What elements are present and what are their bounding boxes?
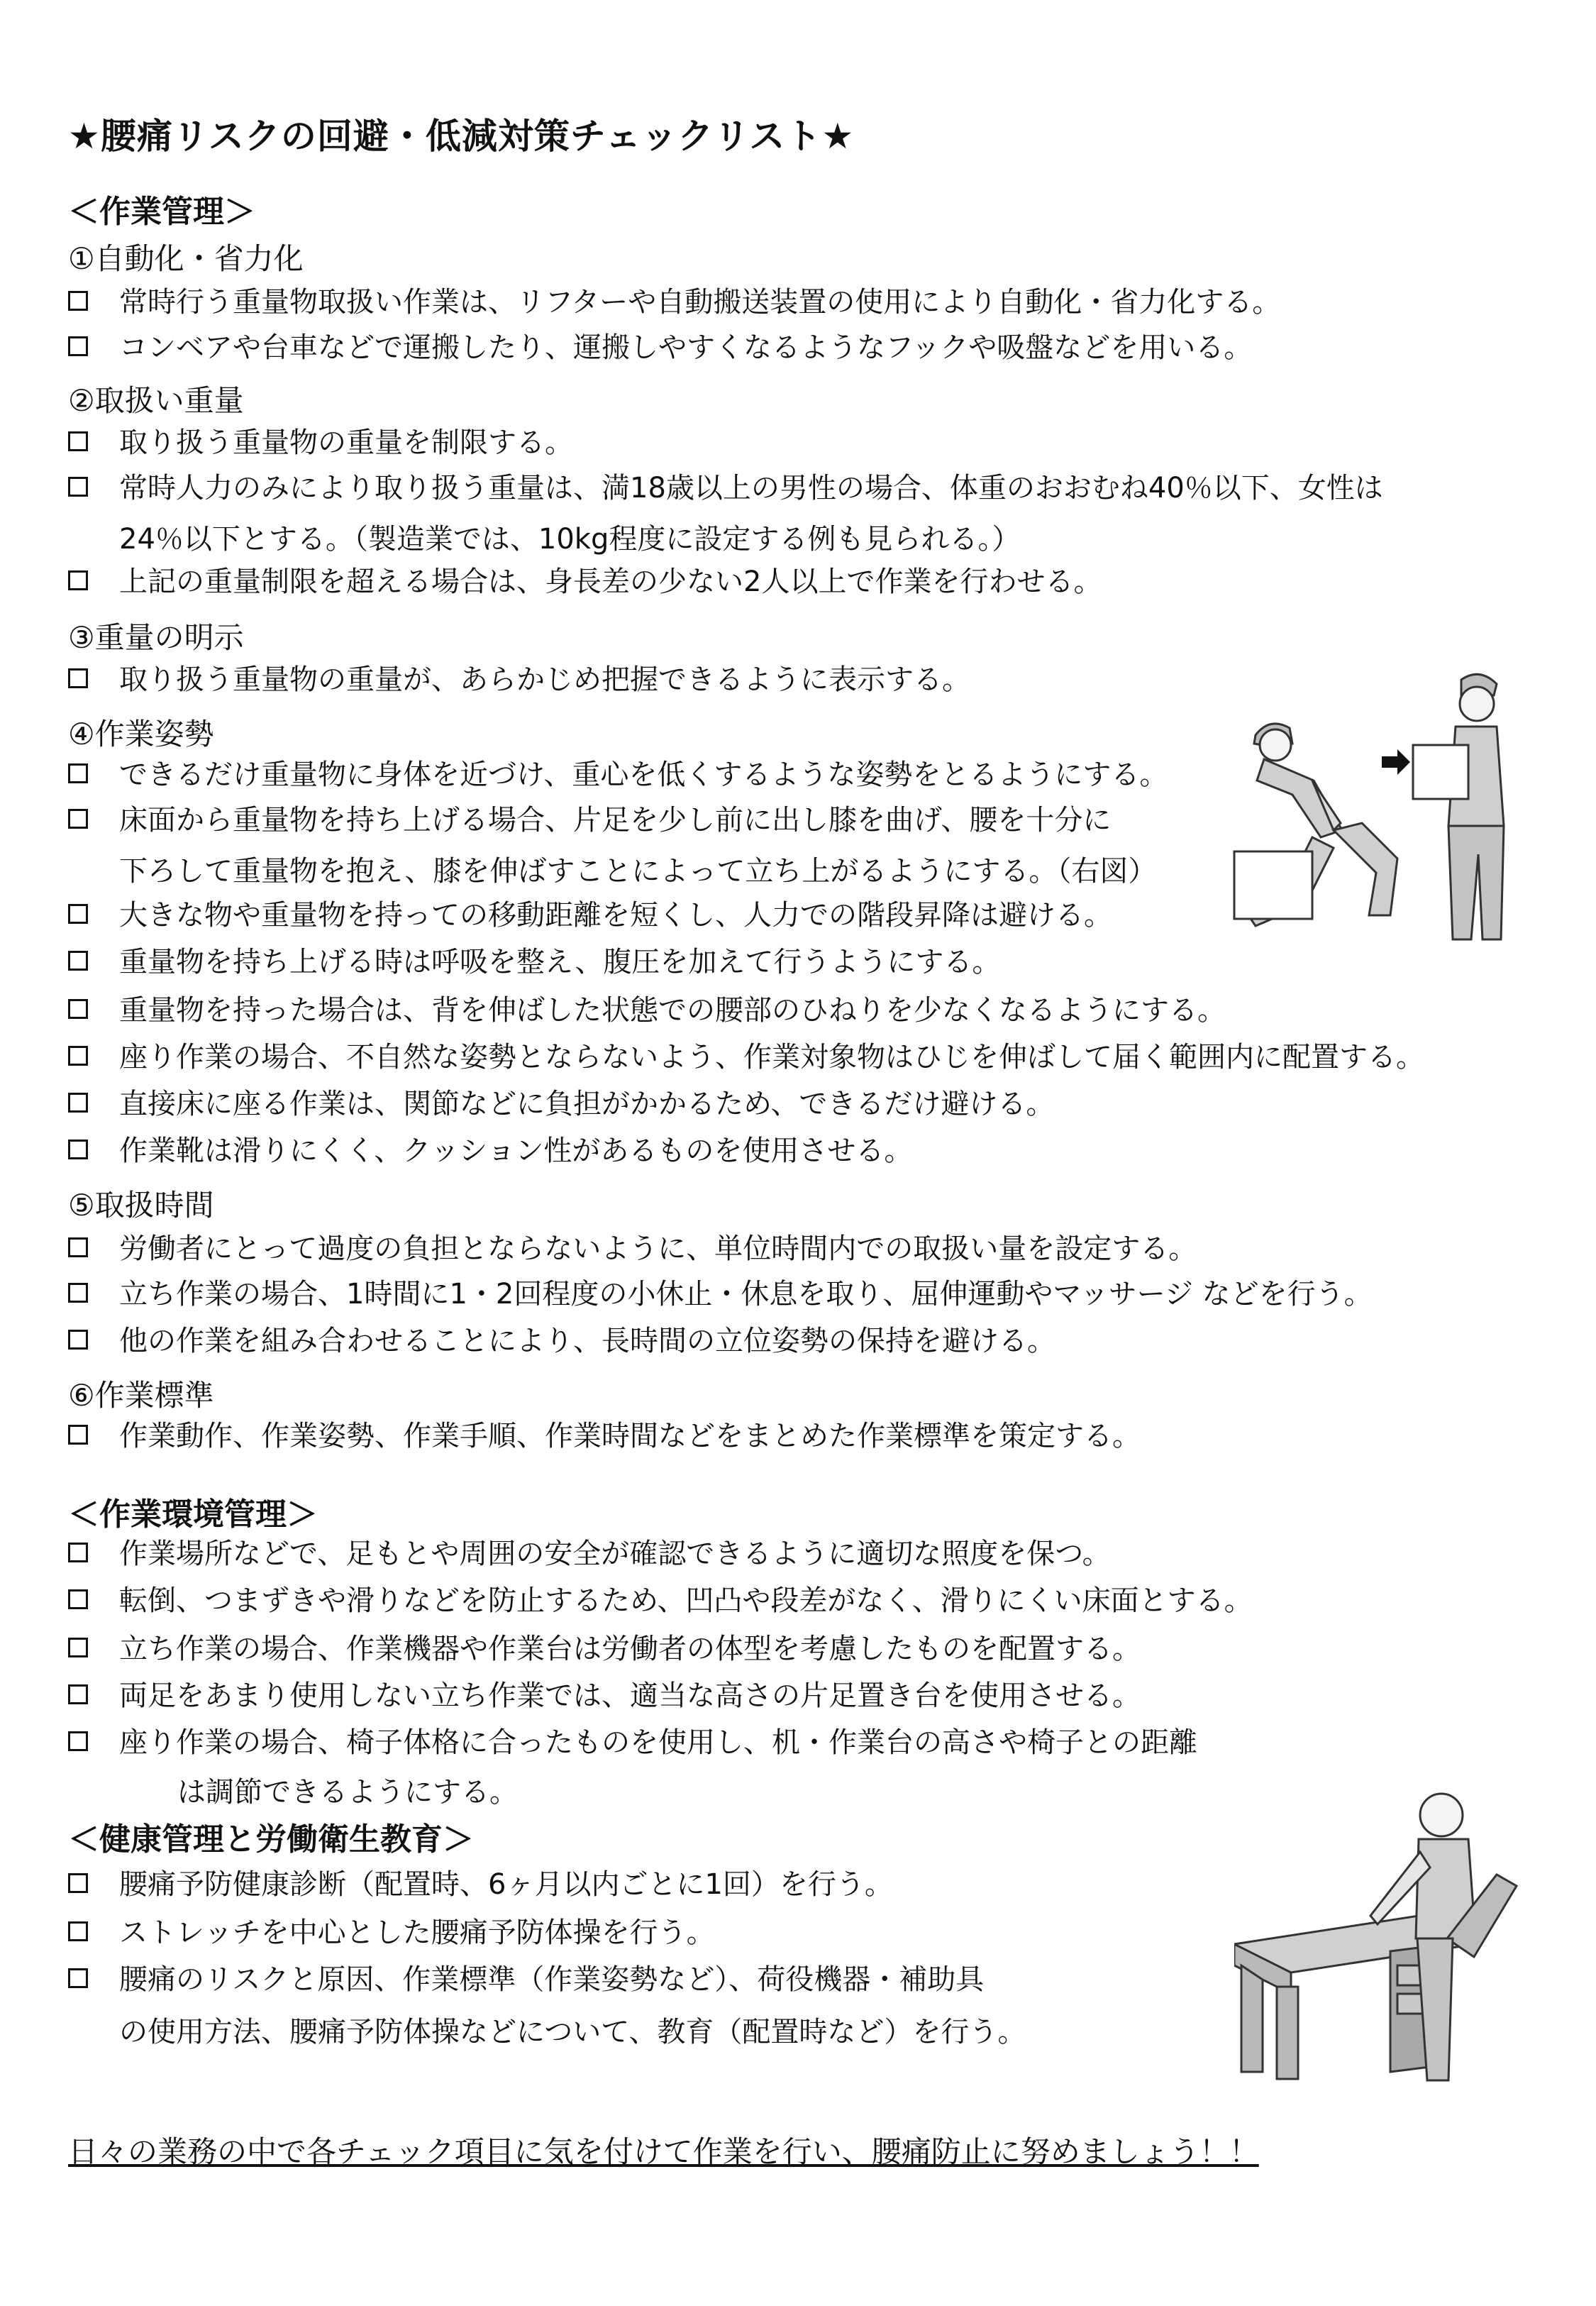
sub-automation: ①自動化・省力化 (68, 241, 304, 276)
checkbox[interactable] (68, 1684, 88, 1704)
checkbox[interactable] (68, 1046, 88, 1066)
checkbox[interactable] (68, 1873, 88, 1893)
sub-work-standard: ⑥作業標準 (68, 1378, 214, 1413)
stretching-illustration (1234, 1774, 1518, 2093)
checkbox[interactable] (68, 999, 88, 1019)
checkbox[interactable] (68, 1543, 88, 1562)
checklist-item-continuation: 下ろして重量物を抱え、膝を伸ばすことによって立ち上がるようにする。（右図） (119, 855, 1157, 888)
checkbox[interactable] (68, 1638, 88, 1657)
checkbox[interactable] (68, 570, 88, 590)
checkbox[interactable] (68, 1968, 88, 1988)
checkbox[interactable] (68, 1237, 88, 1257)
checkbox[interactable] (68, 809, 88, 829)
checkbox[interactable] (68, 1589, 88, 1609)
checkbox[interactable] (68, 904, 88, 924)
footer-message: 日々の業務の中で各チェック項目に気を付けて作業を行い、腰痛防止に努めましょう！！ (68, 2134, 1259, 2169)
carried-box (1413, 745, 1468, 799)
checklist-item-continuation: の使用方法、腰痛予防体操などについて、教育（配置時など）を行う。 (119, 2016, 1026, 2048)
checkbox[interactable] (68, 1921, 88, 1941)
arrow-right-icon (1382, 749, 1410, 775)
page-title: ★腰痛リスクの回避・低減対策チェックリスト★ (68, 116, 855, 157)
standing-worker-figure (1448, 674, 1504, 939)
checkbox[interactable] (68, 1093, 88, 1113)
checkbox[interactable] (68, 1731, 88, 1751)
checkbox[interactable] (68, 1425, 88, 1445)
sub-weight-display: ③重量の明示 (68, 620, 244, 655)
lifting-posture-illustration (1227, 667, 1525, 951)
section-health: ＜健康管理と労働衛生教育＞ (68, 1821, 474, 1858)
checkbox[interactable] (68, 951, 88, 971)
box-on-floor (1234, 851, 1312, 919)
checklist-item-continuation: は調節できるようにする。 (177, 1776, 518, 1809)
checkbox[interactable] (68, 763, 88, 783)
checkbox[interactable] (68, 1330, 88, 1350)
checkbox[interactable] (68, 1283, 88, 1303)
checkbox[interactable] (68, 431, 88, 451)
checkbox[interactable] (68, 477, 88, 497)
checkbox[interactable] (68, 291, 88, 311)
section-work-management: ＜作業管理＞ (68, 194, 255, 230)
checkbox[interactable] (68, 668, 88, 688)
checkbox[interactable] (68, 336, 88, 356)
sub-handling-time: ⑤取扱時間 (68, 1188, 214, 1223)
sub-weight: ②取扱い重量 (68, 383, 244, 418)
section-environment: ＜作業環境管理＞ (68, 1496, 318, 1533)
sub-posture: ④作業姿勢 (68, 717, 214, 751)
checklist-item-continuation: 24％以下とする。（製造業では、10kg程度に設定する例も見られる。） (119, 523, 1021, 556)
checkbox[interactable] (68, 1140, 88, 1159)
checklist-page: ★腰痛リスクの回避・低減対策チェックリスト★ ＜作業管理＞ ①自動化・省力化 常時行う重量物取扱い作業は、リフターや自動搬送装置の使用により自動化・省力化する。 コンベアや台車などで運搬したり、運搬しやすくなるようなフックや吸盤などを用いる。 ②取扱い重量 取り扱う重量物の重量を制限する。 常時人力のみにより取り扱う重量は、満18歳以上の男性の場合、体重のおおむね40％以下、女性は 24％以下とする。（製造業では、10kg程度に設定する例も見られる。） 上記の重量制限を超える場合は、身長差の少ない2人以上で作業を行わせる。 ③重量の明示 取り扱う重量物の重量が、あらかじめ把握できるように表示する。 ④作業姿勢 できるだけ重量物に身体を近づけ、重心を低くするような姿勢をとるようにする。 床面から重量物を持ち上げる場合、片足を少し前に出し膝を曲げ、腰を十分に 下ろして重量物を抱え、膝を伸ばすことによって立ち上がるようにする。（右図） 大きな物や重量物を持っての移動距離を短くし、人力での階段昇降は避ける。 重量物を持ち上げる時は呼吸を整え、腹圧を加えて行うようにする。 重量物を持った場合は、背を伸ばした状態での腰部のひねりを少なくなるようにする。 座り作業の場合、不自然な姿勢とならないよう、作業対象物はひじを伸ばして届く範囲内に配置する。 直接床に座る作業は、関節などに負担がかかるため、できるだけ避ける。 作業靴は滑りにくく、クッション性があるものを使用させる。 ⑤取扱時間 労働者にとって過度の負担とならないように、単位時間内での取扱い量を設定する。 立ち作業の場合、1時間に1・2回程度の小休止・休息を取り、屈伸運動やマッサージ などを行う。 他の作業を組み合わせることにより、長時間の立位姿勢の保持を避ける。 ⑥作業標準 作業動作、作業姿勢、作業手順、作業時間などをまとめた作業標準を策定する。 ＜作業環境管理＞ 作業場所などで、足もとや周囲の安全が確認できるように適切な照度を保つ。 転倒、つまずきや滑りなどを防止するため、凹凸や段差がなく、滑りにくい床面とする。 立ち作業の場合、作業機器や作業台は労働者の体型を考慮したものを配置する。 両足をあまり使用しない立ち作業では、適当な高さの片足置き台を使用させる。 座り作業の場合、椅子体格に合ったものを使用し、机・作業台の高さや椅子との距離 は調節できるようにする。 ＜健康管理と労働衛生教育＞ 腰痛予防健康診断（配置時、6ヶ月以内ごとに1回）を行う。 ストレッチを中心とした腰痛予防体操を行う。 腰痛のリスクと原因、作業標準（作業姿勢など）、荷役機器・補助具 の使用方法、腰痛予防体操などについて、教育（配置時など）を行う。 日々の業務の中で各チェック項目に気を付けて作業を行い、腰痛防止に努めましょう！！ (0, 0, 1596, 2306)
